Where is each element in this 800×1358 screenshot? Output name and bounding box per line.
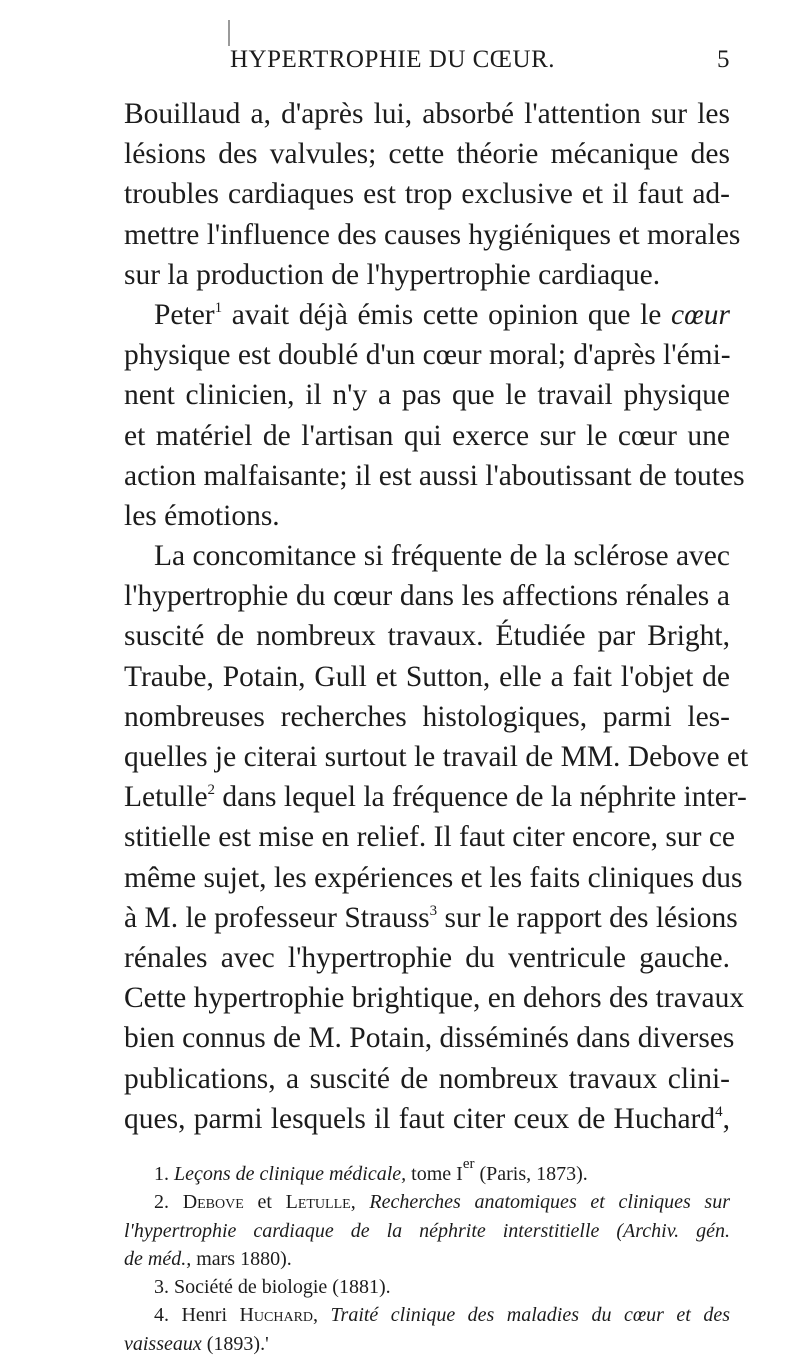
text-line: Traube, Potain, Gull et Sutton, elle a fait l'objet de: [124, 660, 730, 693]
running-header: [230, 46, 730, 86]
text-span: (1893).': [201, 1332, 269, 1355]
page-number: 5: [717, 46, 730, 73]
book-title: vaisseaux: [124, 1332, 202, 1355]
author-name: Debove: [182, 1191, 244, 1214]
text-span: à M. le professeur Strauss: [124, 901, 430, 934]
text-line: les émotions.: [124, 499, 280, 532]
footnote-2-cont: [124, 1217, 730, 1245]
text-span: avait déjà émis cette opinion que le: [222, 298, 662, 331]
text-line: publications, a suscité de nombreux travaux clini-: [124, 1062, 730, 1095]
journal-title: (Archiv. gén.: [599, 1219, 730, 1242]
text-line: sur la production de l'hypertrophie cardiaque.: [124, 258, 661, 291]
footnote-1: [124, 1156, 730, 1188]
footnote-number: 2.: [154, 1191, 169, 1214]
footnote-number: 4. Henri: [154, 1304, 240, 1327]
book-title: Leçons de clinique médicale,: [174, 1163, 407, 1185]
footnote-2-end: [124, 1245, 730, 1273]
text-line: La concomitance si fréquente de la sclérose avec: [154, 540, 730, 573]
footnote-3: 3. Société de biologie (1881).: [154, 1276, 391, 1299]
text-line: même sujet, les expériences et les faits cliniques dus: [124, 861, 743, 894]
text-line: Bouillaud a, d'après lui, absorbé l'attention sur les: [124, 98, 730, 130]
footnote-ref: 4: [715, 1103, 723, 1120]
text-span: ques, parmi lesquels il faut citer ceux de Huchard: [124, 1102, 716, 1135]
text-line: lésions des valvules; cette théorie mécanique des: [124, 138, 730, 171]
text-line: [124, 1099, 730, 1139]
footnote-number: 1.: [154, 1163, 169, 1185]
text-line: suscité de nombreux travaux. Étudiée par Bright,: [124, 620, 730, 653]
text-span: tome I: [406, 1163, 463, 1185]
text-line: quelles je citerai surtout le travail de MM. Debove et: [124, 741, 749, 773]
book-title: l'hypertrophie cardiaque de la néphrite interstitielle: [124, 1219, 600, 1242]
footnote-2: [124, 1188, 730, 1216]
text-line: stitielle est mise en relief. Il faut citer encore, sur ce: [124, 821, 736, 854]
superscript: er: [462, 1156, 475, 1172]
text-line: nombreuses recherches histologiques, parmi les-: [124, 700, 730, 733]
text-span: (Paris, 1873).: [474, 1163, 588, 1185]
text-span: et: [243, 1191, 286, 1214]
footnote-4-end: [124, 1330, 730, 1358]
text-line: [124, 898, 738, 938]
text-span: dans lequel la fréquence de la néphrite inter-: [215, 781, 747, 814]
text-span: ,: [722, 1102, 730, 1135]
footnote-4: [124, 1301, 730, 1329]
book-title: Recherches anatomiques et cliniques sur: [355, 1191, 730, 1214]
text-line: Cette hypertrophie brightique, en dehors des travaux: [124, 982, 745, 1015]
author-name: Letulle: [124, 781, 208, 814]
footnote-ref: 2: [207, 782, 216, 799]
text-line: physique est doublé d'un cœur moral; d'après l'émi-: [124, 339, 731, 372]
text-line: l'hypertrophie du cœur dans les affections rénales a: [124, 580, 730, 613]
emphasis: cœur: [671, 298, 730, 331]
text-line: rénales avec l'hypertrophie du ventricule gauche.: [124, 941, 730, 974]
author-name: Letulle,: [285, 1191, 356, 1214]
author-name: Peter: [154, 298, 215, 331]
author-name: Huchard,: [239, 1304, 319, 1327]
book-title: Traité clinique des maladies du cœur et des: [318, 1304, 730, 1327]
header-title: HYPERTROPHIE DU CŒUR.: [230, 46, 556, 73]
text-line: [124, 777, 747, 817]
text-line: action malfaisante; il est aussi l'aboutissant de toutes: [124, 459, 745, 492]
text-line: et matériel de l'artisan qui exerce sur le cœur une: [124, 419, 730, 452]
text-line: troubles cardiaques est trop exclusive et il faut ad-: [124, 178, 730, 211]
text-span: sur le rapport des lésions: [437, 901, 738, 934]
footnote-ref: 3: [429, 902, 438, 919]
text-line: [124, 295, 730, 335]
text-span: mars 1880).: [191, 1247, 292, 1270]
text-line: nent clinicien, il n'y a pas que le travail physique: [124, 379, 730, 412]
margin-mark: [228, 20, 230, 46]
body-text: [124, 94, 749, 1139]
footnote-ref: 1: [214, 299, 223, 316]
text-line: mettre l'influence des causes hygiéniques et morales: [124, 218, 741, 251]
journal-title: de méd.,: [124, 1247, 192, 1270]
footnotes: [124, 1156, 730, 1358]
text-line: bien connus de M. Potain, disséminés dans diverses: [124, 1022, 735, 1055]
